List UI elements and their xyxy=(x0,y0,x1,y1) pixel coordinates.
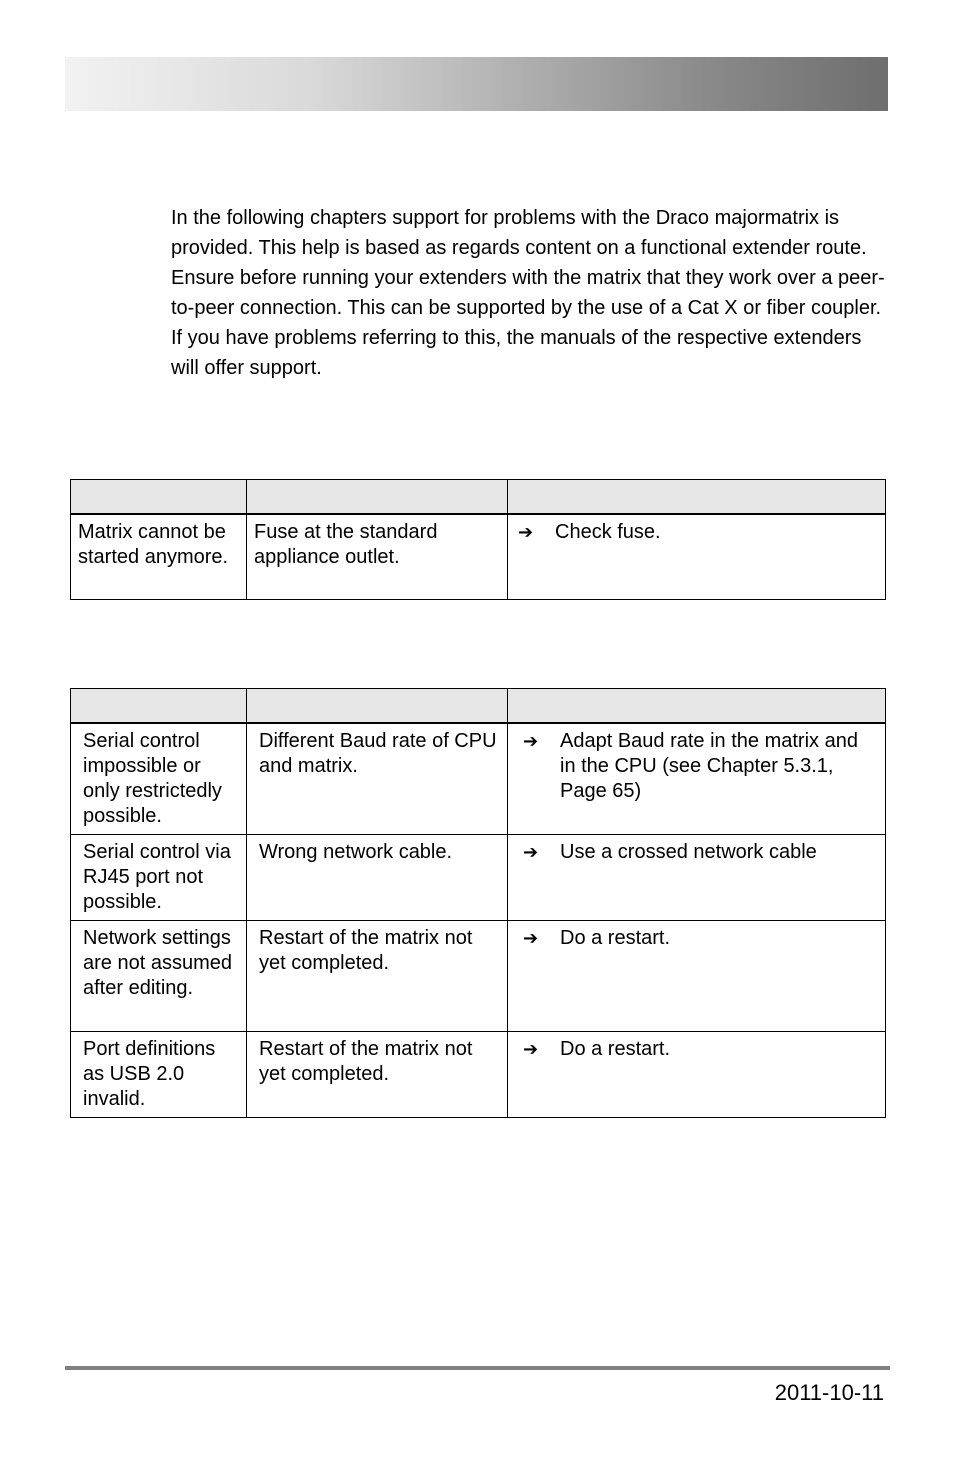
header-cell-solution xyxy=(508,480,886,515)
problem-cell: Serial control via RJ45 port not possible. xyxy=(71,835,247,921)
header-cell-problem xyxy=(71,480,247,515)
footer-divider xyxy=(65,1366,890,1370)
troubleshooting-table-power xyxy=(70,479,886,600)
solution-text: Check fuse. xyxy=(555,521,661,543)
arrow-right-icon: ➔ xyxy=(523,1039,539,1060)
solution-cell xyxy=(508,723,886,835)
cause-cell: Restart of the matrix not yet completed. xyxy=(247,921,508,1032)
cause-cell: Fuse at the standard appliance outlet. xyxy=(247,514,508,600)
problem-cell: Matrix cannot be started anymore. xyxy=(71,514,247,600)
header-cell-problem xyxy=(71,689,247,724)
cause-cell: Different Baud rate of CPU and matrix. xyxy=(247,723,508,835)
arrow-right-icon: ➔ xyxy=(518,522,534,543)
table-row xyxy=(71,1032,886,1118)
solution-text: Use a crossed network cable xyxy=(560,841,817,863)
header-cell-cause xyxy=(247,689,508,724)
solution-cell xyxy=(508,1032,886,1118)
solution-cell xyxy=(508,835,886,921)
table-header-row xyxy=(71,689,886,724)
solution-text: Do a restart. xyxy=(560,1038,671,1060)
header-cell-cause xyxy=(247,480,508,515)
arrow-right-icon: ➔ xyxy=(523,928,539,949)
problem-cell: Port definitions as USB 2.0 invalid. xyxy=(71,1032,247,1118)
cause-cell: Restart of the matrix not yet completed. xyxy=(247,1032,508,1118)
table-row xyxy=(71,921,886,1032)
header-gradient-bar xyxy=(65,57,888,111)
footer-date: 2011-10-11 xyxy=(774,1380,884,1405)
table-row xyxy=(71,835,886,921)
table-header-row xyxy=(71,480,886,515)
arrow-right-icon: ➔ xyxy=(523,731,539,752)
table-row xyxy=(71,514,886,600)
arrow-right-icon: ➔ xyxy=(523,842,539,863)
header-cell-solution xyxy=(508,689,886,724)
cause-cell: Wrong network cable. xyxy=(247,835,508,921)
table-row xyxy=(71,723,886,835)
solution-cell xyxy=(508,921,886,1032)
intro-paragraph: In the following chapters support for problems with the Draco majormatrix is provided. This help is based as regards content on a functional extender route. Ensure before running your extenders with the matrix that they work over a peer-to-peer connection. This can be supported by the use of a Cat X or fiber coupler. If you have problems referring to this, the manuals of the respective extenders will offer support. xyxy=(171,207,885,379)
solution-text: Adapt Baud rate in the matrix and in the CPU (see Chapter 5.3.1, Page 65) xyxy=(560,730,858,802)
solution-text: Do a restart. xyxy=(560,927,671,949)
troubleshooting-table-control xyxy=(70,688,886,1118)
problem-cell: Serial control impossible or only restrictedly possible. xyxy=(71,723,247,835)
problem-cell: Network settings are not assumed after editing. xyxy=(71,921,247,1032)
solution-cell xyxy=(508,514,886,600)
